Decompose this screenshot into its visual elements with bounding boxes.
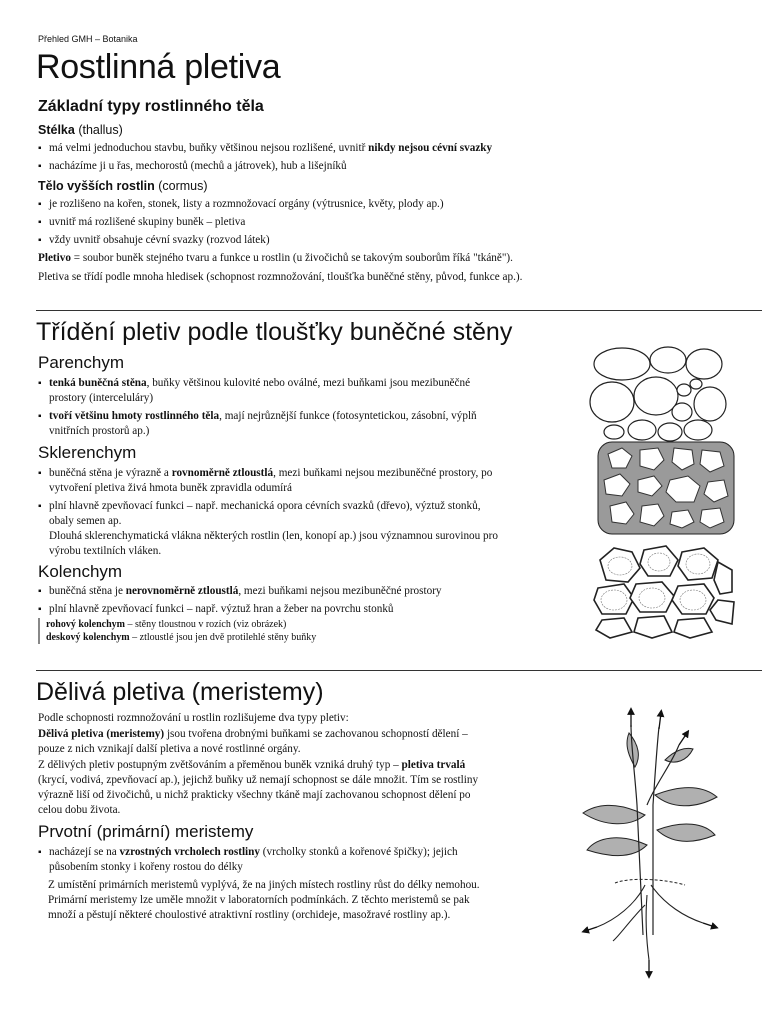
list-item: ▪ plní hlavně zpevňovací funkci – např. výztuž hran a žeber na povrchu stonků — [38, 602, 598, 617]
section-heading-basic-types: Základní typy rostlinného těla — [38, 98, 264, 115]
telo-list — [38, 197, 638, 248]
permanent-tissue-paragraph: Z dělivých pletiv postupným zvětšováním a přeměnou buněk vzniká druhý typ – pletiva trvalá (krycí, vodivá, zpevňovací ap.), jejichž buňky už nemají schopnost se dále množit. Tím se rostliny výrazně liší od živočichů, u nichž prakticky všechny tkáně mají zachovanou schopnost dělení po celou dobu života. — [38, 759, 479, 816]
list-item: ▪ tenká buněčná stěna, buňky většinou kulovité nebo oválné, mezi buňkami jsou mezibuněčné prostory (interceluláry) — [38, 376, 578, 406]
kolenchym-types — [38, 618, 546, 644]
kolenchym-heading: Kolenchym — [38, 562, 123, 581]
primary-meristem-heading: Prvotní (primární) meristemy — [38, 822, 254, 841]
list-item: ▪ nacházejí se na vzrostných vrcholech rostliny (vrcholky stonků a kořenové špičky); jejich působením stonky i kořeny rostou do délky — [38, 845, 578, 875]
pletivo-definition: Pletivo = soubor buněk stejného tvaru a funkce u rostlin (u živočichů se takovým souborům říká "tkáně"). — [38, 252, 513, 264]
page-header: Přehled GMH – Botanika — [38, 34, 138, 44]
divider — [36, 310, 762, 311]
list-item: ▪ buněčná stěna je výrazně a rovnoměrně ztloustlá, mezi buňkami nejsou mezibuněčné prostory, po vytvoření pletiva živá hmota buněk zpravidla odumírá — [38, 466, 598, 496]
section-heading-meristems: Dělivá pletiva (meristemy) — [36, 678, 324, 706]
section-heading-wall-thickness: Třídění pletiv podle tloušťky buněčné stěny — [36, 318, 513, 346]
stelka-list — [38, 141, 598, 174]
collenchyma-illustration — [592, 540, 736, 640]
sklerenchym-list — [38, 466, 598, 559]
meristem-intro: Podle schopnosti rozmnožování u rostlin rozlišujeme dva typy pletiv: — [38, 712, 349, 724]
plant-meristem-illustration — [575, 705, 725, 980]
stelka-heading: Stélka (thallus) — [38, 123, 123, 137]
rohovy-kolenchym: rohový kolenchym – stěny tloustnou v rozích (viz obrázek) — [46, 619, 287, 630]
parenchym-heading: Parenchym — [38, 353, 124, 372]
sclerenchyma-illustration — [596, 440, 736, 536]
list-item: ▪ má velmi jednoduchou stavbu, buňky většinou nejsou rozlišené, uvnitř nikdy nejsou cévní svazky — [38, 141, 598, 156]
list-item: ▪ nacházíme ji u řas, mechorostů (mechů a játrovek), hub a lišejníků — [38, 159, 598, 174]
list-item: ▪ uvnitř má rozlišené skupiny buněk – pletiva — [38, 215, 638, 230]
parenchyma-illustration — [586, 346, 736, 442]
note-line: množí a pěstují některé choulostivé atraktivní rostliny (orchideje, masožravé rostliny ap.). — [48, 909, 451, 921]
divider — [36, 670, 762, 671]
telo-heading: Tělo vyšších rostlin (cormus) — [38, 179, 208, 193]
list-item: ▪ vždy uvnitř obsahuje cévní svazky (rozvod látek) — [38, 233, 638, 248]
primary-meristem-list — [38, 845, 578, 875]
list-item: ▪ plní hlavně zpevňovací funkci – např. mechanická opora cévních svazků (dřevo), výztuž stonků, obaly semen ap. Dlouhá sklerenchymatická vlákna některých rostlin (len, konopí ap.) jsou významnou surovinou pro výrobu textilních vláken. — [38, 499, 598, 559]
parenchym-list — [38, 376, 578, 439]
primary-meristem-note — [48, 878, 588, 923]
sklerenchym-heading: Sklerenchym — [38, 443, 137, 462]
note-line: Z umístění primárních meristemů vyplývá, že na jiných místech rostliny růst do délky nemohou. — [48, 879, 480, 891]
list-item: ▪ tvoří většinu hmoty rostlinného těla, mají nejrůznější funkce (fotosyntetickou, zásobní, výplň vnitřních prostorů ap.) — [38, 409, 578, 439]
deskovy-kolenchym: deskový kolenchym – ztloustlé jsou jen dvě protilehlé stěny buňky — [46, 632, 317, 643]
note-line: Primární meristemy lze uměle množit v laboratorních podmínkách. Z těchto meristemů se pak — [48, 894, 470, 906]
list-item: ▪ je rozlišeno na kořen, stonek, listy a rozmnožovací orgány (výtrusnice, květy, plody ap.) — [38, 197, 638, 212]
list-item: ▪ buněčná stěna je nerovnoměrně ztloustlá, mezi buňkami nejsou mezibuněčné prostory — [38, 584, 598, 599]
meristem-definition: Dělivá pletiva (meristemy) jsou tvořena drobnými buňkami se zachovanou schopností dělení – pouze z nich vznikají další pletiva a nové rostlinné orgány. — [38, 728, 468, 755]
kolenchym-list — [38, 584, 598, 617]
pletiva-classification: Pletiva se třídí podle mnoha hledisek (schopnost rozmnožování, tloušťka buněčné stěny, původ, funkce ap.). — [38, 271, 523, 283]
page-title: Rostlinná pletiva — [36, 48, 281, 86]
